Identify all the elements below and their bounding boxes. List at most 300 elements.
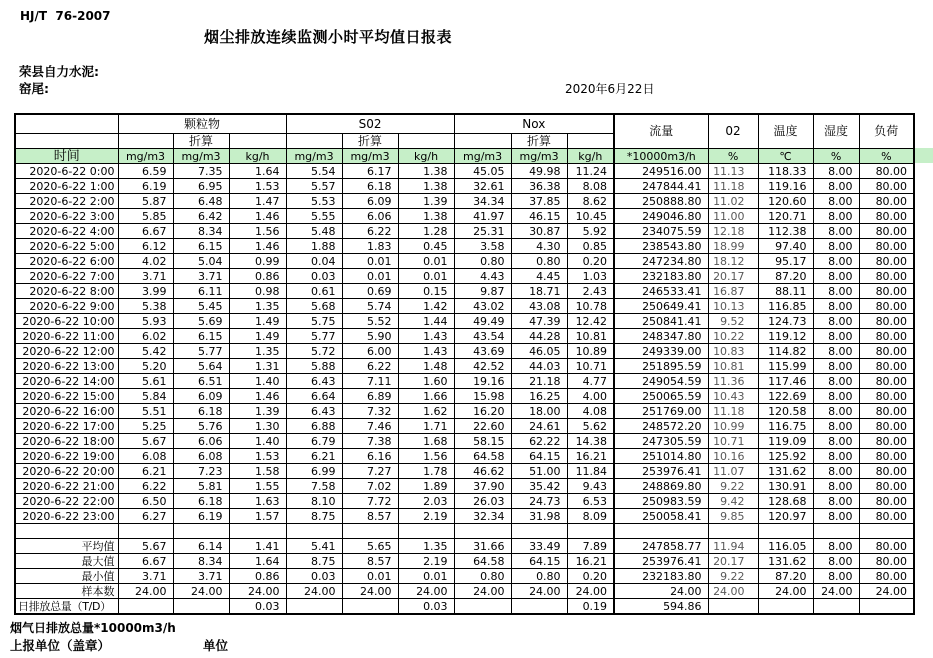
value-cell: 5.93 xyxy=(118,314,173,329)
value-cell: 5.90 xyxy=(342,329,398,344)
value-cell: 8.00 xyxy=(813,434,859,449)
value-cell: 10.89 xyxy=(567,344,614,359)
value-cell: 1.56 xyxy=(229,224,286,239)
value-cell: 6.02 xyxy=(118,329,173,344)
value-cell: 46.62 xyxy=(454,464,511,479)
value-cell xyxy=(342,524,398,539)
value-cell: 32.34 xyxy=(454,509,511,524)
value-cell: 116.85 xyxy=(758,299,813,314)
value-cell: 8.00 xyxy=(813,299,859,314)
value-cell: 1.78 xyxy=(398,464,454,479)
value-cell: 11.24 xyxy=(567,164,614,179)
value-cell: 8.34 xyxy=(173,224,229,239)
summary-row xyxy=(15,569,914,584)
value-cell: 24.00 xyxy=(286,584,342,599)
value-cell: 0.04 xyxy=(286,254,342,269)
value-cell: 0.80 xyxy=(511,254,567,269)
time-cell: 2020-6-22 11:00 xyxy=(15,329,118,344)
value-cell: 594.86 xyxy=(614,599,708,615)
value-cell: 64.58 xyxy=(454,554,511,569)
value-cell: 9.22 xyxy=(708,569,758,584)
value-cell: 24.00 xyxy=(567,584,614,599)
value-cell: 250888.80 xyxy=(614,194,708,209)
value-cell: 11.02 xyxy=(708,194,758,209)
value-cell: 251014.80 xyxy=(614,449,708,464)
value-cell: 4.77 xyxy=(567,374,614,389)
time-cell: 2020-6-22 8:00 xyxy=(15,284,118,299)
value-cell: 10.71 xyxy=(708,434,758,449)
unit-cell: mg/m3 xyxy=(118,149,173,164)
value-cell: 80.00 xyxy=(859,389,914,404)
unit-cell: mg/m3 xyxy=(173,149,229,164)
value-cell: 6.27 xyxy=(118,509,173,524)
value-cell: 5.04 xyxy=(173,254,229,269)
header-row-groups xyxy=(15,114,914,134)
value-cell: 10.71 xyxy=(567,359,614,374)
value-cell: 7.46 xyxy=(342,419,398,434)
value-cell: 6.18 xyxy=(342,179,398,194)
value-cell: 3.71 xyxy=(118,569,173,584)
value-cell: 49.49 xyxy=(454,314,511,329)
value-cell: 24.00 xyxy=(859,584,914,599)
value-cell: 0.86 xyxy=(229,569,286,584)
value-cell: 1.38 xyxy=(398,209,454,224)
value-cell: 5.48 xyxy=(286,224,342,239)
value-cell: 62.22 xyxy=(511,434,567,449)
value-cell: 24.00 xyxy=(708,584,758,599)
value-cell: 1.40 xyxy=(229,374,286,389)
value-cell: 1.49 xyxy=(229,329,286,344)
value-cell: 7.35 xyxy=(173,164,229,179)
value-cell xyxy=(398,524,454,539)
value-cell: 7.11 xyxy=(342,374,398,389)
value-cell: 6.21 xyxy=(286,449,342,464)
value-cell: 1.35 xyxy=(229,299,286,314)
value-cell: 4.45 xyxy=(511,269,567,284)
value-cell: 9.43 xyxy=(567,479,614,494)
value-cell: 250649.41 xyxy=(614,299,708,314)
value-cell: 1.46 xyxy=(229,209,286,224)
data-row xyxy=(15,449,914,464)
value-cell: 4.30 xyxy=(511,239,567,254)
value-cell: 10.43 xyxy=(708,389,758,404)
value-cell: 80.00 xyxy=(859,464,914,479)
value-cell: 0.03 xyxy=(286,269,342,284)
value-cell: 41.97 xyxy=(454,209,511,224)
value-cell xyxy=(118,524,173,539)
value-cell: 248572.20 xyxy=(614,419,708,434)
value-cell: 1.83 xyxy=(342,239,398,254)
value-cell: 6.89 xyxy=(342,389,398,404)
value-cell: 6.50 xyxy=(118,494,173,509)
value-cell: 80.00 xyxy=(859,299,914,314)
value-cell: 0.03 xyxy=(398,599,454,615)
value-cell: 64.58 xyxy=(454,449,511,464)
value-cell: 1.30 xyxy=(229,419,286,434)
value-cell: 0.85 xyxy=(567,239,614,254)
value-cell: 6.18 xyxy=(173,494,229,509)
value-cell: 8.00 xyxy=(813,569,859,584)
time-cell: 2020-6-22 16:00 xyxy=(15,404,118,419)
value-cell: 1.71 xyxy=(398,419,454,434)
value-cell: 21.18 xyxy=(511,374,567,389)
value-cell: 47.39 xyxy=(511,314,567,329)
value-cell: 5.77 xyxy=(173,344,229,359)
value-cell: 6.06 xyxy=(173,434,229,449)
value-cell: 0.01 xyxy=(342,254,398,269)
value-cell: 16.25 xyxy=(511,389,567,404)
value-cell: 0.15 xyxy=(398,284,454,299)
header-row-units xyxy=(15,149,914,164)
value-cell: 18.00 xyxy=(511,404,567,419)
value-cell: 8.34 xyxy=(173,554,229,569)
value-cell: 88.11 xyxy=(758,284,813,299)
value-cell: 8.00 xyxy=(813,179,859,194)
value-cell: 9.87 xyxy=(454,284,511,299)
single-header: 湿度 xyxy=(813,114,859,149)
green-strip xyxy=(915,148,933,163)
value-cell: 10.45 xyxy=(567,209,614,224)
value-cell: 8.00 xyxy=(813,284,859,299)
sub-blank xyxy=(229,134,286,149)
value-cell: 116.05 xyxy=(758,539,813,554)
page-title: 烟尘排放连续监测小时平均值日报表 xyxy=(204,28,453,46)
time-cell: 2020-6-22 9:00 xyxy=(15,299,118,314)
value-cell: 12.18 xyxy=(708,224,758,239)
value-cell: 5.68 xyxy=(286,299,342,314)
value-cell: 37.85 xyxy=(511,194,567,209)
value-cell: 3.71 xyxy=(118,269,173,284)
value-cell: 1.56 xyxy=(398,449,454,464)
value-cell: 8.00 xyxy=(813,494,859,509)
value-cell: 80.00 xyxy=(859,269,914,284)
time-cell: 2020-6-22 20:00 xyxy=(15,464,118,479)
value-cell: 246533.41 xyxy=(614,284,708,299)
value-cell: 32.61 xyxy=(454,179,511,194)
value-cell: 10.81 xyxy=(708,359,758,374)
footer-note: 烟气日排放总量*10000m3/h xyxy=(10,621,176,635)
value-cell: 16.21 xyxy=(567,554,614,569)
value-cell: 80.00 xyxy=(859,374,914,389)
value-cell: 120.60 xyxy=(758,194,813,209)
time-cell: 2020-6-22 3:00 xyxy=(15,209,118,224)
value-cell: 6.51 xyxy=(173,374,229,389)
time-cell: 2020-6-22 2:00 xyxy=(15,194,118,209)
doc-code: HJ/T 76-2007 xyxy=(20,9,111,23)
value-cell: 0.69 xyxy=(342,284,398,299)
value-cell: 6.19 xyxy=(118,179,173,194)
value-cell: 5.62 xyxy=(567,419,614,434)
value-cell: 1.31 xyxy=(229,359,286,374)
value-cell xyxy=(454,524,511,539)
value-cell: 8.00 xyxy=(813,554,859,569)
data-row xyxy=(15,299,914,314)
value-cell: 7.58 xyxy=(286,479,342,494)
value-cell: 30.87 xyxy=(511,224,567,239)
value-cell: 1.58 xyxy=(229,464,286,479)
unit-cell: kg/h xyxy=(567,149,614,164)
value-cell: 8.57 xyxy=(342,509,398,524)
value-cell: 119.12 xyxy=(758,329,813,344)
unit-cell: mg/m3 xyxy=(286,149,342,164)
time-cell: 2020-6-22 15:00 xyxy=(15,389,118,404)
value-cell xyxy=(708,599,758,615)
value-cell: 118.33 xyxy=(758,164,813,179)
value-cell: 1.39 xyxy=(229,404,286,419)
value-cell: 5.61 xyxy=(118,374,173,389)
data-row xyxy=(15,389,914,404)
value-cell: 31.98 xyxy=(511,509,567,524)
value-cell: 8.00 xyxy=(813,389,859,404)
time-cell: 2020-6-22 19:00 xyxy=(15,449,118,464)
value-cell: 2.19 xyxy=(398,554,454,569)
value-cell: 122.69 xyxy=(758,389,813,404)
value-cell: 2.43 xyxy=(567,284,614,299)
value-cell: 64.15 xyxy=(511,449,567,464)
unit-cell: kg/h xyxy=(229,149,286,164)
sub-blank xyxy=(118,134,173,149)
value-cell: 5.64 xyxy=(173,359,229,374)
data-row xyxy=(15,224,914,239)
value-cell: 6.22 xyxy=(342,224,398,239)
value-cell: 80.00 xyxy=(859,209,914,224)
value-cell: 8.00 xyxy=(813,239,859,254)
value-cell: 1.42 xyxy=(398,299,454,314)
value-cell: 9.52 xyxy=(708,314,758,329)
value-cell: 22.60 xyxy=(454,419,511,434)
value-cell: 1.64 xyxy=(229,164,286,179)
value-cell: 5.20 xyxy=(118,359,173,374)
value-cell: 24.73 xyxy=(511,494,567,509)
value-cell: 5.67 xyxy=(118,539,173,554)
single-header: 流量 xyxy=(614,114,708,149)
value-cell: 5.69 xyxy=(173,314,229,329)
value-cell: 251769.00 xyxy=(614,404,708,419)
value-cell: 114.82 xyxy=(758,344,813,359)
unit-cell: % xyxy=(859,149,914,164)
value-cell: 6.00 xyxy=(342,344,398,359)
data-row xyxy=(15,329,914,344)
value-cell xyxy=(454,599,511,615)
value-cell: 8.00 xyxy=(813,359,859,374)
value-cell: 34.34 xyxy=(454,194,511,209)
time-cell: 2020-6-22 0:00 xyxy=(15,164,118,179)
value-cell: 6.43 xyxy=(286,374,342,389)
value-cell xyxy=(567,524,614,539)
value-cell: 253976.41 xyxy=(614,554,708,569)
value-cell: 6.08 xyxy=(173,449,229,464)
value-cell: 6.59 xyxy=(118,164,173,179)
value-cell: 5.52 xyxy=(342,314,398,329)
value-cell: 11.18 xyxy=(708,404,758,419)
value-cell: 8.00 xyxy=(813,539,859,554)
value-cell: 6.18 xyxy=(173,404,229,419)
value-cell xyxy=(229,524,286,539)
sub-blank xyxy=(454,134,511,149)
value-cell: 36.38 xyxy=(511,179,567,194)
value-cell: 7.23 xyxy=(173,464,229,479)
value-cell: 11.18 xyxy=(708,179,758,194)
data-row xyxy=(15,269,914,284)
value-cell: 10.22 xyxy=(708,329,758,344)
value-cell: 6.19 xyxy=(173,509,229,524)
value-cell: 11.00 xyxy=(708,209,758,224)
value-cell: 46.05 xyxy=(511,344,567,359)
value-cell: 8.00 xyxy=(813,254,859,269)
sub-blank xyxy=(567,134,614,149)
value-cell: 80.00 xyxy=(859,254,914,269)
time-cell: 2020-6-22 5:00 xyxy=(15,239,118,254)
value-cell: 42.52 xyxy=(454,359,511,374)
value-cell: 250983.59 xyxy=(614,494,708,509)
data-row xyxy=(15,359,914,374)
value-cell: 35.42 xyxy=(511,479,567,494)
value-cell: 5.84 xyxy=(118,389,173,404)
data-row xyxy=(15,509,914,524)
time-header: 时间 xyxy=(15,149,118,164)
data-row xyxy=(15,404,914,419)
value-cell: 80.00 xyxy=(859,329,914,344)
value-cell: 95.17 xyxy=(758,254,813,269)
time-cell: 2020-6-22 10:00 xyxy=(15,314,118,329)
value-cell: 0.80 xyxy=(454,569,511,584)
value-cell: 1.62 xyxy=(398,404,454,419)
value-cell: 8.00 xyxy=(813,509,859,524)
value-cell: 80.00 xyxy=(859,554,914,569)
value-cell: 5.65 xyxy=(342,539,398,554)
time-cell: 2020-6-22 18:00 xyxy=(15,434,118,449)
data-row xyxy=(15,374,914,389)
report-date: 2020年6月22日 xyxy=(565,82,655,96)
value-cell: 5.41 xyxy=(286,539,342,554)
value-cell: 0.80 xyxy=(454,254,511,269)
value-cell: 6.64 xyxy=(286,389,342,404)
value-cell: 11.36 xyxy=(708,374,758,389)
value-cell: 5.42 xyxy=(118,344,173,359)
value-cell: 6.42 xyxy=(173,209,229,224)
value-cell: 80.00 xyxy=(859,164,914,179)
value-cell: 5.54 xyxy=(286,164,342,179)
value-cell: 25.31 xyxy=(454,224,511,239)
data-row xyxy=(15,464,914,479)
value-cell: 119.09 xyxy=(758,434,813,449)
value-cell: 0.01 xyxy=(398,269,454,284)
value-cell: 97.40 xyxy=(758,239,813,254)
value-cell: 131.62 xyxy=(758,554,813,569)
value-cell: 250058.41 xyxy=(614,509,708,524)
value-cell: 7.38 xyxy=(342,434,398,449)
value-cell: 46.15 xyxy=(511,209,567,224)
value-cell: 6.95 xyxy=(173,179,229,194)
value-cell: 5.87 xyxy=(118,194,173,209)
value-cell: 37.90 xyxy=(454,479,511,494)
value-cell: 11.84 xyxy=(567,464,614,479)
summary-row xyxy=(15,599,914,615)
value-cell: 8.75 xyxy=(286,554,342,569)
value-cell xyxy=(511,524,567,539)
value-cell: 120.71 xyxy=(758,209,813,224)
value-cell: 124.73 xyxy=(758,314,813,329)
value-cell: 1.43 xyxy=(398,344,454,359)
value-cell: 8.00 xyxy=(813,479,859,494)
value-cell: 5.74 xyxy=(342,299,398,314)
value-cell: 7.27 xyxy=(342,464,398,479)
value-cell: 14.38 xyxy=(567,434,614,449)
value-cell: 2.19 xyxy=(398,509,454,524)
value-cell: 80.00 xyxy=(859,344,914,359)
value-cell: 248869.80 xyxy=(614,479,708,494)
value-cell: 20.17 xyxy=(708,269,758,284)
value-cell: 8.00 xyxy=(813,329,859,344)
value-cell: 8.75 xyxy=(286,509,342,524)
value-cell: 249054.59 xyxy=(614,374,708,389)
value-cell: 247858.77 xyxy=(614,539,708,554)
value-cell: 1.41 xyxy=(229,539,286,554)
value-cell: 250065.59 xyxy=(614,389,708,404)
time-header-blank xyxy=(15,134,118,149)
value-cell: 8.00 xyxy=(813,404,859,419)
data-row xyxy=(15,419,914,434)
unit-cell: % xyxy=(708,149,758,164)
data-row xyxy=(15,284,914,299)
value-cell: 5.72 xyxy=(286,344,342,359)
value-cell: 5.51 xyxy=(118,404,173,419)
data-row xyxy=(15,314,914,329)
value-cell: 87.20 xyxy=(758,569,813,584)
value-cell: 8.00 xyxy=(813,269,859,284)
value-cell: 6.53 xyxy=(567,494,614,509)
value-cell: 80.00 xyxy=(859,359,914,374)
value-cell: 0.98 xyxy=(229,284,286,299)
value-cell: 5.67 xyxy=(118,434,173,449)
unit-cell: % xyxy=(813,149,859,164)
value-cell: 1.38 xyxy=(398,164,454,179)
value-cell: 80.00 xyxy=(859,449,914,464)
value-cell: 253976.41 xyxy=(614,464,708,479)
value-cell: 247305.59 xyxy=(614,434,708,449)
value-cell: 232183.80 xyxy=(614,269,708,284)
time-cell: 2020-6-22 14:00 xyxy=(15,374,118,389)
unit-cell: ℃ xyxy=(758,149,813,164)
value-cell: 1.28 xyxy=(398,224,454,239)
value-cell: 6.09 xyxy=(173,389,229,404)
value-cell: 24.00 xyxy=(614,584,708,599)
value-cell: 238543.80 xyxy=(614,239,708,254)
summary-row xyxy=(15,554,914,569)
sub-header: 折算 xyxy=(342,134,398,149)
value-cell: 6.16 xyxy=(342,449,398,464)
value-cell: 112.38 xyxy=(758,224,813,239)
value-cell: 24.00 xyxy=(229,584,286,599)
value-cell: 234075.59 xyxy=(614,224,708,239)
value-cell: 8.00 xyxy=(813,164,859,179)
value-cell: 12.42 xyxy=(567,314,614,329)
time-cell: 2020-6-22 17:00 xyxy=(15,419,118,434)
value-cell: 4.43 xyxy=(454,269,511,284)
value-cell: 8.00 xyxy=(813,194,859,209)
value-cell: 5.45 xyxy=(173,299,229,314)
summary-label: 最小值 xyxy=(15,569,118,584)
value-cell: 10.16 xyxy=(708,449,758,464)
value-cell: 8.00 xyxy=(813,314,859,329)
value-cell: 1.43 xyxy=(398,329,454,344)
value-cell: 6.99 xyxy=(286,464,342,479)
value-cell: 5.85 xyxy=(118,209,173,224)
value-cell: 249339.00 xyxy=(614,344,708,359)
value-cell: 10.78 xyxy=(567,299,614,314)
value-cell: 120.97 xyxy=(758,509,813,524)
summary-label: 日排放总量（T/D） xyxy=(15,599,118,615)
